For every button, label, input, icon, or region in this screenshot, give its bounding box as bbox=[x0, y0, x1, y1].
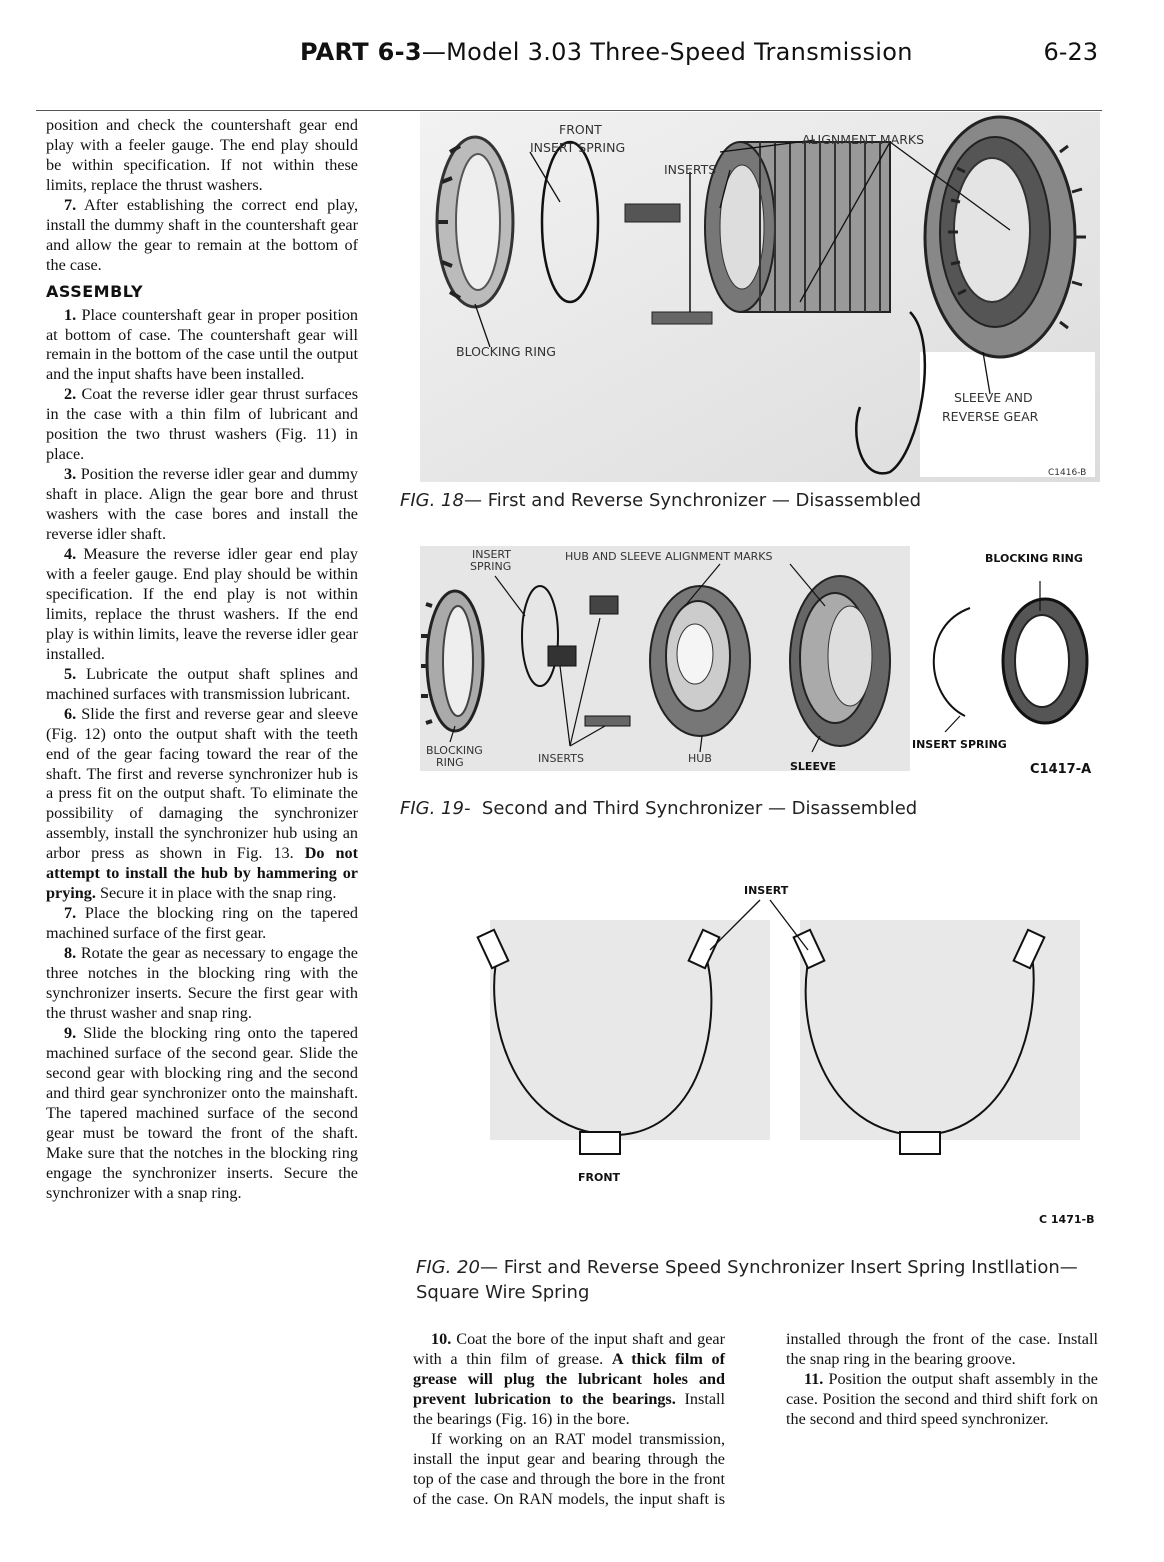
fig20-caption-line2: Square Wire Spring bbox=[416, 1282, 590, 1303]
header-title-text: —Model 3.03 Three-Speed Transmission bbox=[421, 38, 913, 66]
step-9 bbox=[46, 1024, 358, 1204]
fig19-caption-text: Second and Third Synchronizer — Disassembled bbox=[481, 798, 918, 819]
step-text: Lubricate the output shaft splines and machined surfaces with transmission lubricant. bbox=[46, 664, 359, 703]
fig19-code: C1417-A bbox=[1030, 762, 1092, 777]
header-rule bbox=[36, 110, 1102, 111]
step-11 bbox=[786, 1370, 1098, 1430]
step-text: Rotate the gear as necessary to engage the three notches in the blocking ring with the synchronizer inserts. Secure the first gear with the thrust washer and snap ring. bbox=[46, 944, 358, 1022]
blocking-ring bbox=[437, 137, 513, 307]
step-warning: Do not attempt to install the hub by hammering or prying. bbox=[46, 844, 358, 903]
step-number: 2. bbox=[64, 385, 77, 404]
fig18-label-blocking-ring: BLOCKING RING bbox=[456, 344, 556, 359]
fig20-caption bbox=[416, 1255, 1078, 1305]
fig18-illustration bbox=[420, 112, 1100, 482]
fig18-label-alignment-marks: ALIGNMENT MARKS bbox=[802, 132, 925, 147]
fig19-label-blocking-ring-top: BLOCKING RING bbox=[985, 552, 1083, 565]
figure-20 bbox=[470, 880, 1100, 1226]
fig19-caption-number: FIG. 19- bbox=[400, 798, 471, 819]
fig18-code: C1416-B bbox=[1048, 468, 1087, 478]
page-header bbox=[0, 38, 1164, 78]
step-text: Coat the bore of the input shaft and gear with a thin film of grease. bbox=[413, 1330, 725, 1368]
fig20-label-front: FRONT bbox=[578, 1171, 621, 1184]
step-number: 7. bbox=[64, 904, 77, 923]
header-title bbox=[300, 38, 913, 66]
step-text: Position the reverse idler gear and dummy shaft in place. Align the gear bore and thrust washers with the case bores and install the reverse idler shaft. bbox=[46, 465, 358, 544]
fig18-label-inserts: INSERTS bbox=[664, 162, 717, 177]
figure-18 bbox=[420, 112, 1100, 482]
fig20-illustration bbox=[470, 880, 1100, 1220]
sleeve bbox=[790, 576, 890, 746]
step-1 bbox=[46, 306, 358, 386]
fig19-caption bbox=[400, 798, 917, 819]
step-text: Slide the first and reverse gear and sleeve (Fig. 12) onto the output shaft with the teeth end of the gear facing toward the rear of the shaft. The first and reverse synchronizer hub is a press fit on the output shaft. To eliminate the possibility of damaging the synchronizer assembly, install the synchronizer hub using an arbor press as shown in Fig. 13. bbox=[46, 704, 358, 863]
step-3 bbox=[46, 465, 358, 545]
synchronizer-hub bbox=[650, 586, 750, 736]
fig20-caption-text: — First and Reverse Speed Synchronizer Insert Spring Instllation— bbox=[479, 1257, 1078, 1278]
fig18-caption-number: FIG. 18 bbox=[400, 490, 464, 511]
fig19-label-sleeve: SLEEVE bbox=[790, 760, 836, 773]
step-number: 9. bbox=[64, 1023, 77, 1042]
fig18-caption-text: — First and Reverse Synchronizer — Disassembled bbox=[463, 490, 922, 511]
header-part: PART 6-3 bbox=[300, 38, 422, 66]
fig18-label-front: FRONT bbox=[559, 122, 602, 137]
step-text: Measure the reverse idler gear end play with a feeler gauge. End play should be within specification. If the end play is not within limits, replace the thrust washers. If the end play is within limits, leave the reverse idler gear installed. bbox=[46, 545, 358, 663]
fig19-label-spring: SPRING bbox=[470, 560, 512, 573]
step-number: 4. bbox=[64, 545, 77, 564]
fig20-code: C 1471-B bbox=[1039, 1213, 1095, 1226]
fig19-label-ring: RING bbox=[436, 756, 464, 769]
step-text: Slide the blocking ring onto the tapered machined surface of the second gear. Slide the second gear with blocking ring and the second and third gear synchronizer onto the mainshaft. The tapered machined surface of the second gear must be toward the front of the shaft. Make sure that the notches in the blocking ring engage the synchronizer inserts. Secure the synchronizer with a snap ring. bbox=[46, 1023, 359, 1202]
fig18-label-insert-spring: INSERT SPRING bbox=[530, 140, 626, 155]
fig18-caption bbox=[400, 490, 921, 511]
insert-spring-right bbox=[934, 608, 970, 716]
page-number: 6-23 bbox=[1043, 38, 1098, 66]
step-number: 7. bbox=[64, 195, 77, 214]
para-7 bbox=[46, 196, 358, 276]
fig19-label-inserts: INSERTS bbox=[538, 752, 584, 765]
step-10 bbox=[413, 1330, 725, 1430]
hub-block-right bbox=[900, 1132, 940, 1154]
step-text: Place the blocking ring on the tapered machined surface of the first gear. bbox=[46, 904, 358, 943]
fig19-label-hub-sleeve-marks: HUB AND SLEEVE ALIGNMENT MARKS bbox=[565, 550, 773, 563]
step-number: 11. bbox=[804, 1369, 824, 1388]
para-rat: If working on an RAT model transmission, install the input gear and bearing through the top of the case and through the bore in the front of the case. On RAN models, the input shaft is installed through the front of the case. Install the snap ring in the bearing groove. bbox=[413, 1330, 1098, 1508]
step-text: Place countershaft gear in proper position at bottom of case. The countershaft gear will remain in the bottom of the case until the output and the input shafts have been installed. bbox=[46, 305, 359, 384]
step-text: After establishing the correct end play, install the dummy shaft in the countershaft gear and allow the gear to remain at the bottom of the case. bbox=[46, 195, 358, 274]
step-number: 3. bbox=[64, 465, 77, 484]
step-number: 5. bbox=[64, 664, 77, 683]
fig18-label-sleeve-and: SLEEVE AND bbox=[954, 390, 1033, 405]
step-4 bbox=[46, 545, 358, 665]
step-number: 8. bbox=[64, 944, 77, 963]
step-text: Coat the reverse idler gear thrust surfaces in the case with a thin film of lubricant and position the two thrust washers (Fig. 11) in place. bbox=[46, 385, 359, 464]
hub-block-left bbox=[580, 1132, 620, 1154]
section-heading: ASSEMBLY bbox=[46, 281, 144, 301]
step-number: 6. bbox=[64, 704, 77, 723]
step-text: Position the output shaft assembly in the case. Position the second and third shift fork on the second and third speed synchronizer. bbox=[786, 1369, 1098, 1428]
step-5 bbox=[46, 665, 358, 705]
step-6 bbox=[46, 705, 358, 905]
middle-column bbox=[413, 1330, 1098, 1515]
step-7 bbox=[46, 904, 358, 944]
fig19-label-insert: INSERT bbox=[472, 548, 511, 561]
blocking-ring-right bbox=[1003, 599, 1087, 723]
fig19-label-hub: HUB bbox=[688, 752, 712, 765]
fig20-label-insert: INSERT bbox=[744, 884, 789, 897]
step-8 bbox=[46, 944, 358, 1024]
step-warning: A thick film of grease will plug the lubricant holes and prevent lubrication to the bearings. bbox=[413, 1349, 725, 1408]
step-text-end: Install the bearings (Fig. 16) in the bore. bbox=[413, 1389, 725, 1428]
fig19-label-blocking: BLOCKING bbox=[426, 744, 483, 757]
figure-19 bbox=[420, 546, 1110, 776]
left-column bbox=[46, 116, 358, 1203]
step-text-end: Secure it in place with the snap ring. bbox=[95, 884, 337, 903]
step-2 bbox=[46, 385, 358, 465]
para-intro: position and check the countershaft gear end play with a feeler gauge. The end play should be within specification. If not within these limits, replace the thrust washers. bbox=[46, 116, 358, 194]
synchronizer-hub bbox=[705, 142, 890, 312]
step-number: 1. bbox=[64, 305, 77, 324]
fig19-label-insert-spring: INSERT SPRING bbox=[912, 738, 1007, 751]
fig18-label-reverse-gear: REVERSE GEAR bbox=[942, 409, 1039, 424]
step-number: 10. bbox=[431, 1330, 452, 1348]
fig20-caption-number: FIG. 20 bbox=[416, 1257, 480, 1278]
